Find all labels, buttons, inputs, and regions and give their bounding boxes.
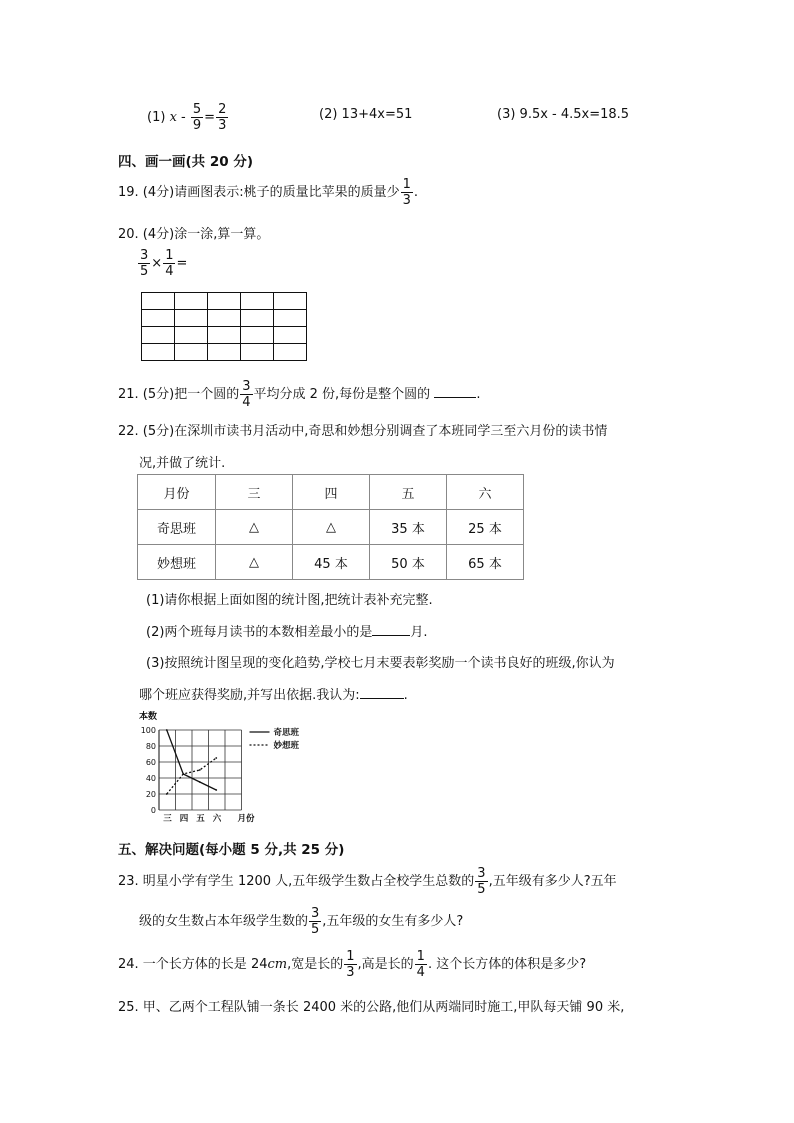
- question-25: 25. 甲、乙两个工程队铺一条长 2400 米的公路,他们从两端同时施工,甲队每天铺 90 米,: [118, 1000, 625, 1015]
- question-19-end: .: [413, 185, 419, 200]
- grid-cell[interactable]: [208, 293, 241, 310]
- data-point: [166, 793, 168, 795]
- table-header-row: [138, 475, 524, 510]
- coloring-grid[interactable]: [141, 292, 307, 361]
- equation-1-eq: =: [204, 110, 216, 125]
- section-5-title: 五、解决问题(每小题 5 分,共 25 分): [118, 842, 345, 858]
- equation-1-frac-b: $\frac{2}{3}$: [218, 102, 227, 133]
- data-point: [199, 781, 201, 783]
- grid-cell[interactable]: [175, 293, 208, 310]
- question-20: 20. (4分)涂一涂,算一算。: [118, 227, 270, 242]
- grid-cell[interactable]: [175, 327, 208, 344]
- table-cell: 奇思班: [138, 510, 216, 545]
- section-4-title: 四、画一画(共 20 分): [118, 154, 254, 170]
- question-24-mid-2: ,高是长的: [357, 957, 414, 972]
- grid-cell[interactable]: [142, 344, 175, 361]
- x-tick-label: 五: [196, 814, 205, 824]
- question-23-post: ,五年级有多少人?五年: [488, 874, 617, 889]
- question-22-sub-3-pre: 哪个班应获得奖励,并写出依据.我认为:: [139, 688, 360, 703]
- table-cell[interactable]: △: [216, 510, 293, 545]
- grid-cell[interactable]: [208, 327, 241, 344]
- grid-cell[interactable]: [208, 344, 241, 361]
- answer-blank[interactable]: [372, 624, 410, 636]
- reading-line-chart: [137, 708, 302, 828]
- table-cell: 45 本: [293, 545, 370, 580]
- table-header-cell: 五: [370, 475, 447, 510]
- question-21: [118, 380, 480, 409]
- question-19-text: 19. (4分)请画图表示:桃子的质量比苹果的质量少: [118, 185, 400, 200]
- grid-cell[interactable]: [241, 293, 274, 310]
- question-24-post: . 这个长方体的体积是多少?: [427, 957, 587, 972]
- question-22-sub-2-post: 月.: [410, 625, 428, 640]
- answer-blank[interactable]: [434, 386, 476, 398]
- grid-cell[interactable]: [175, 310, 208, 327]
- data-point: [215, 757, 217, 759]
- table-header-cell: 四: [293, 475, 370, 510]
- y-tick-label: 0: [150, 806, 156, 815]
- question-20-frac-a: $\frac{3}{5}$: [140, 248, 149, 279]
- table-cell[interactable]: △: [293, 510, 370, 545]
- table-cell: 妙想班: [138, 545, 216, 580]
- grid-cell[interactable]: [241, 344, 274, 361]
- y-tick-label: 40: [145, 774, 156, 783]
- answer-blank[interactable]: [360, 687, 404, 699]
- question-23-line-2-post: ,五年级的女生有多少人?: [322, 914, 464, 929]
- x-axis-label: 月份: [237, 814, 255, 824]
- y-tick-label: 80: [145, 742, 156, 751]
- question-22-line-2: 况,并做了统计.: [139, 456, 226, 471]
- question-24-frac-a: $\frac{1}{3}$: [346, 949, 355, 980]
- x-tick-label: 六: [212, 814, 222, 824]
- equation-1: [147, 103, 229, 132]
- table-row: [138, 510, 524, 545]
- equation-1-op: -: [176, 110, 190, 125]
- equation-3: (3) 9.5x - 4.5x=18.5: [497, 107, 630, 122]
- table-header-cell: 三: [216, 475, 293, 510]
- table-cell[interactable]: △: [216, 545, 293, 580]
- grid-cell[interactable]: [142, 293, 175, 310]
- y-tick-label: 60: [145, 758, 156, 767]
- question-22-sub-2: [146, 621, 428, 640]
- x-tick-label: 四: [179, 814, 189, 824]
- table-cell: 25 本: [447, 510, 524, 545]
- question-22-sub-2-pre: (2)两个班每月读书的本数相差最小的是: [146, 625, 373, 640]
- question-24-mid: ,宽是长的: [287, 957, 344, 972]
- question-24-unit: cm: [267, 957, 288, 972]
- question-21-pre: 21. (5分)把一个圆的: [118, 387, 240, 402]
- question-22-line-1: 22. (5分)在深圳市读书月活动中,奇思和妙想分别调查了本班同学三至六月份的读书情: [118, 424, 608, 439]
- table-row: [138, 545, 524, 580]
- table-header-cell: 月份: [138, 475, 216, 510]
- question-23-frac-a: $\frac{3}{5}$: [477, 866, 486, 897]
- question-24: [118, 950, 586, 979]
- reading-stats-table: [137, 474, 524, 580]
- equation-1-number: (1): [147, 110, 166, 125]
- grid-cell[interactable]: [274, 293, 307, 310]
- question-23-line-1: [118, 867, 617, 896]
- data-point: [182, 773, 184, 775]
- grid-cell[interactable]: [142, 327, 175, 344]
- x-tick-label: 三: [163, 814, 172, 824]
- question-20-expression: [137, 249, 187, 278]
- grid-cell[interactable]: [274, 344, 307, 361]
- question-19-frac: $\frac{1}{3}$: [402, 177, 411, 208]
- table-cell: 35 本: [370, 510, 447, 545]
- question-23-frac-b: $\frac{3}{5}$: [311, 906, 320, 937]
- question-24-pre: 24. 一个长方体的长是 24: [118, 957, 268, 972]
- grid-cell[interactable]: [241, 327, 274, 344]
- equation-1-frac-a: $\frac{5}{9}$: [192, 102, 202, 133]
- equation-2: (2) 13+4x=51: [319, 107, 413, 122]
- question-22-sub-3-line-2: [139, 684, 408, 703]
- question-24-frac-b: $\frac{1}{4}$: [416, 949, 425, 980]
- y-axis-label: 本数: [139, 712, 158, 722]
- grid-cell[interactable]: [241, 310, 274, 327]
- grid-cell[interactable]: [274, 327, 307, 344]
- grid-cell[interactable]: [175, 344, 208, 361]
- y-tick-label: 20: [145, 790, 156, 799]
- question-22-sub-3-post: .: [403, 688, 408, 703]
- grid-cell[interactable]: [142, 310, 175, 327]
- grid-cell[interactable]: [274, 310, 307, 327]
- question-22-sub-1: (1)请你根据上面如图的统计图,把统计表补充完整.: [146, 593, 433, 608]
- legend-label: 妙想班: [273, 741, 300, 751]
- equation-1-var: x: [169, 110, 177, 125]
- question-21-post: 平均分成 2 份,每份是整个圆的: [253, 387, 431, 402]
- table-header-cell: 六: [447, 475, 524, 510]
- y-tick-label: 100: [140, 726, 156, 735]
- grid-cell[interactable]: [208, 310, 241, 327]
- table-cell: 50 本: [370, 545, 447, 580]
- legend-label: 奇思班: [273, 728, 300, 738]
- data-point: [166, 729, 168, 731]
- question-20-frac-b: $\frac{1}{4}$: [165, 248, 174, 279]
- table-cell: 65 本: [447, 545, 524, 580]
- question-21-frac: $\frac{3}{4}$: [242, 379, 251, 410]
- equals-sign: =: [176, 256, 188, 271]
- question-23-line-2-pre: 级的女生数占本年级学生数的: [139, 914, 309, 929]
- question-19: [118, 178, 418, 207]
- question-22-sub-3-line-1: (3)按照统计图呈现的变化趋势,学校七月末要表彰奖励一个读书良好的班级,你认为: [146, 656, 615, 671]
- question-23-pre: 23. 明星小学有学生 1200 人,五年级学生数占全校学生总数的: [118, 874, 475, 889]
- times-sign: ×: [151, 256, 163, 271]
- question-23-line-2: [139, 907, 463, 936]
- question-21-end: .: [476, 387, 481, 402]
- data-point: [199, 769, 201, 771]
- data-point: [215, 789, 217, 791]
